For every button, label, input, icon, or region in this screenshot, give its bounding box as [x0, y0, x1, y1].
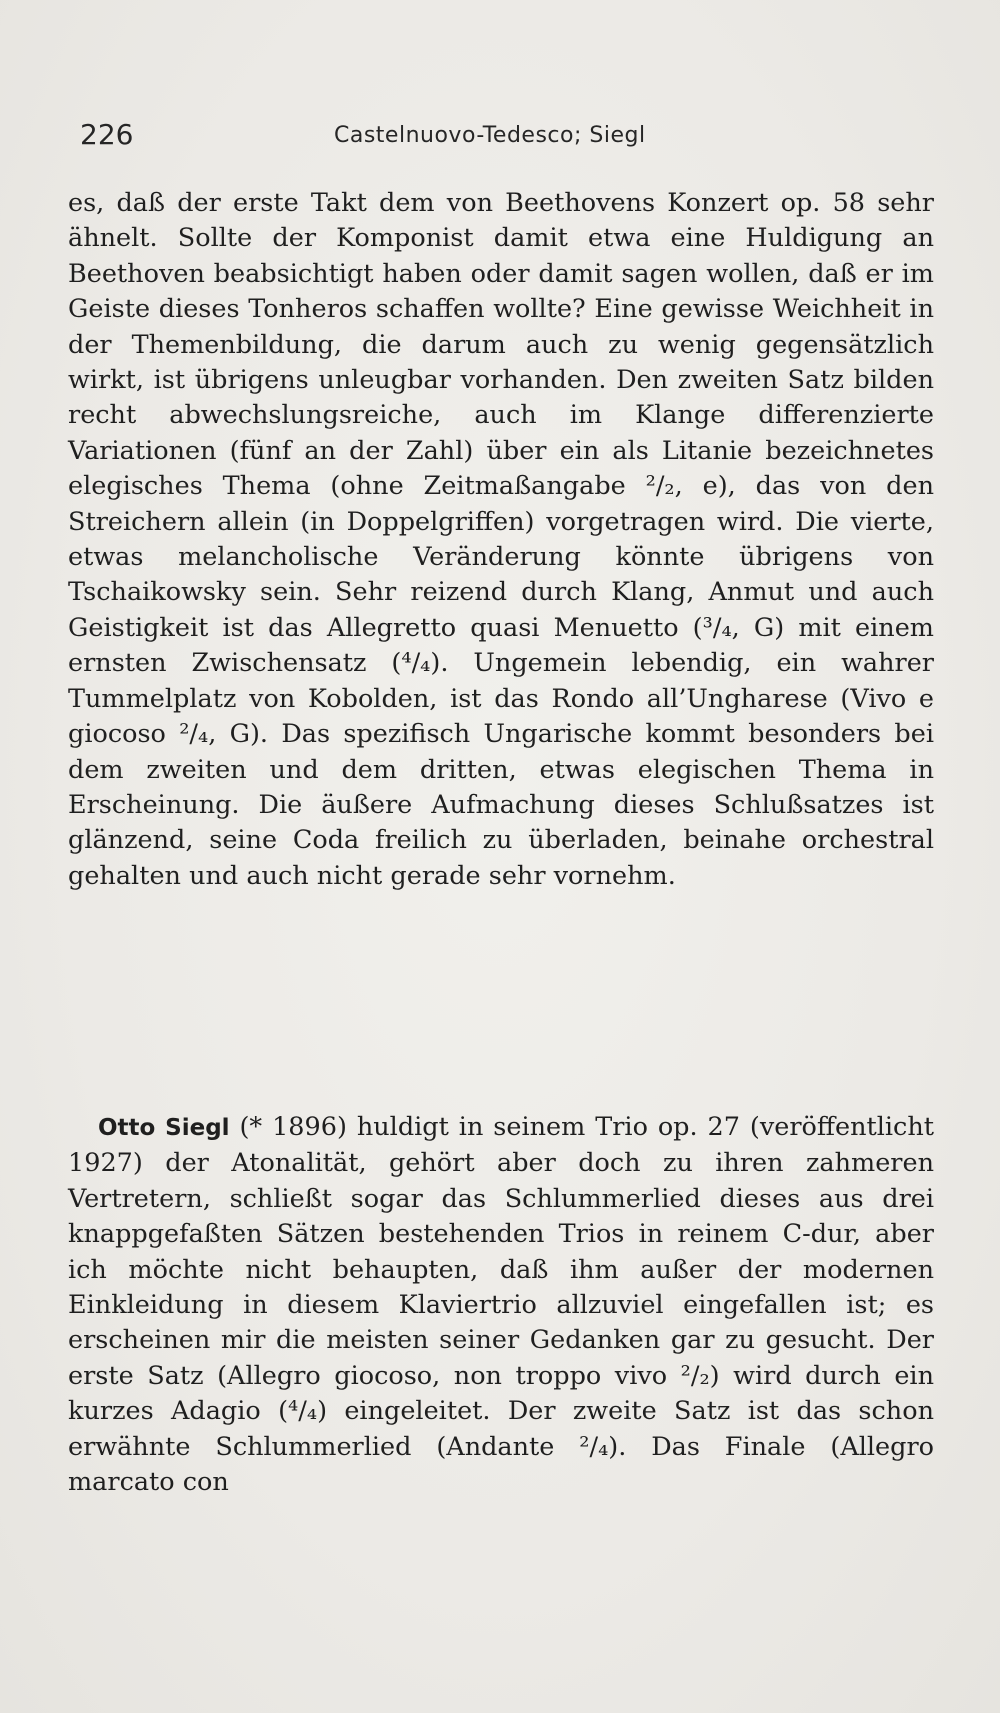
body-paragraph: [68, 186, 934, 894]
running-head: Castelnuovo-Tedesco; Siegl: [334, 123, 646, 148]
paragraph-text: es, daß der erste Takt dem von Beethovens Konzert op. 58 sehr ähnelt. Sollte der Komponist damit etwa eine Huldigung an Beethoven beabsichtigt haben oder damit sagen wollen, daß er im Geiste dieses Tonheros schaffen wollte? Eine gewisse Weichheit in der Themenbildung, die darum auch zu wenig gegensätzlich wirkt, ist übrigens unleugbar vorhanden. Den zweiten Satz bilden recht abwechslungsreiche, auch im Klange differenzierte Variationen (fünf an der Zahl) über ein als Litanie bezeichnetes elegisches Thema (ohne Zeitmaßangabe ²/₂, e), das von den Streichern allein (in Doppelgriffen) vorgetragen wird. Die vierte, etwas melancholische Veränderung könnte übrigens von Tschaikowsky sein. Sehr reizend durch Klang, Anmut und auch Geistigkeit ist das Allegretto quasi Menuetto (³/₄, G) mit einem ernsten Zwischensatz (⁴/₄). Ungemein lebendig, ein wahrer Tummelplatz von Kobolden, ist das Rondo all’Ungharese (Vivo e giocoso ²/₄, G). Das spezifisch Ungarische kommt besonders bei dem zweiten und dem dritten, etwas elegischen Thema in Erscheinung. Die äußere Aufmachung dieses Schlußsatzes ist glänzend, seine Coda freilich zu überladen, beinahe orchestral gehalten und auch nicht gerade sehr vornehm.: [68, 188, 934, 891]
paragraph-text: (* 1896) huldigt in seinem Trio op. 27 (veröffentlicht 1927) der Atonalität, gehört aber doch zu ihren zahmeren Vertretern, schließt sogar das Schlummerlied dieses aus drei knappgefaßten Sätzen bestehenden Trios in reinem C-dur, aber ich möchte nicht behaupten, daß ihm außer der modernen Einkleidung in diesem Klaviertrio allzuviel eingefallen ist; es erscheinen mir die meisten seiner Gedanken gar zu gesucht. Der erste Satz (Allegro giocoso, non troppo vivo ²/₂) wird durch ein kurzes Adagio (⁴/₄) eingeleitet. Der zweite Satz ist das schon erwähnte Schlummerlied (Andante ²/₄). Das Finale (Allegro marcato con: [68, 1112, 935, 1498]
page-number: 226: [80, 118, 134, 151]
composer-name: Otto Siegl: [98, 1115, 230, 1141]
page-header: [80, 118, 930, 158]
body-paragraph: [68, 1110, 934, 1500]
